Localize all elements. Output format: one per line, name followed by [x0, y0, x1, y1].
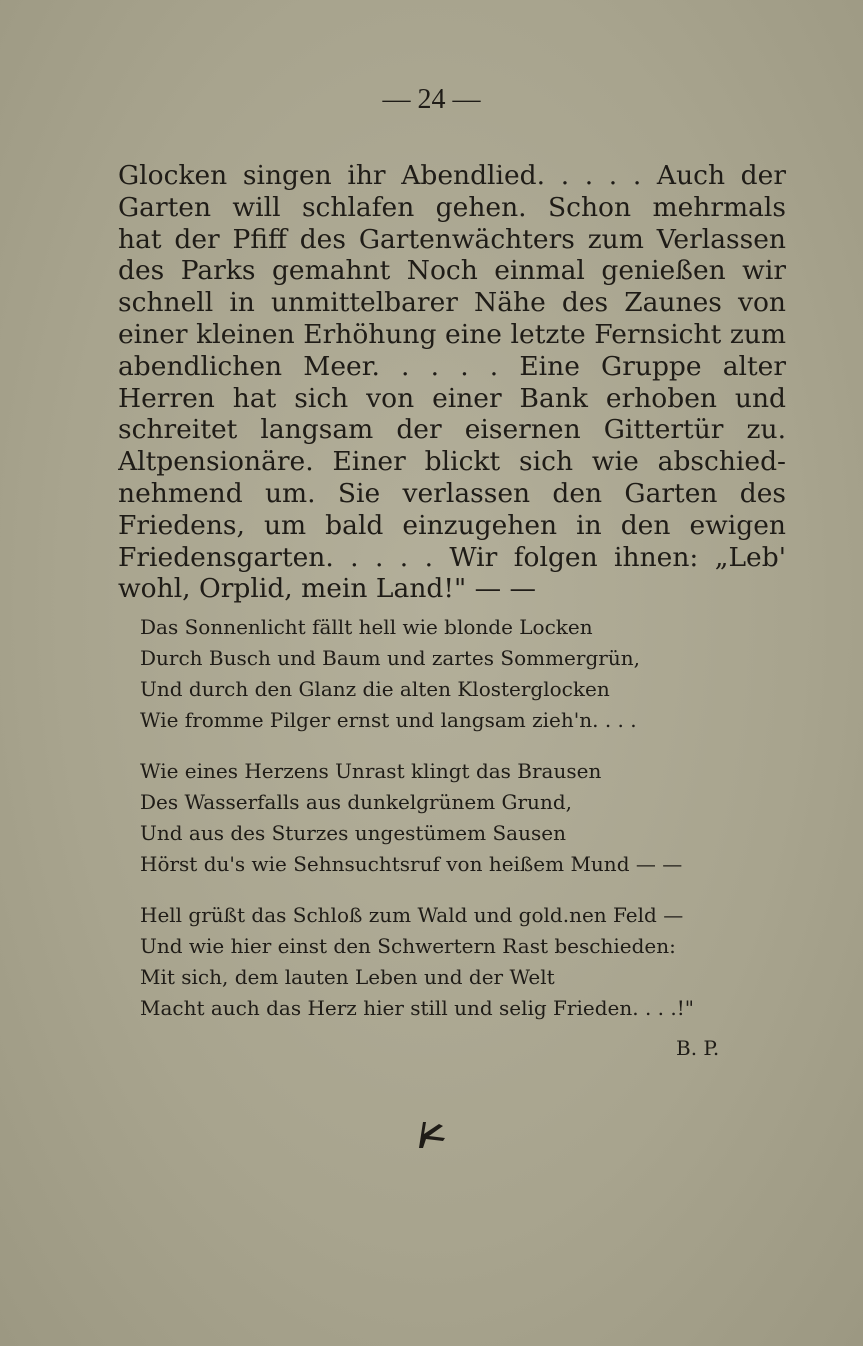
poem-line: Und aus des Sturzes ungestümem Sausen: [140, 821, 566, 845]
poem-line: Des Wasserfalls aus dunkelgrünem Grund,: [140, 790, 572, 814]
prose-line: Herren hat sich von einer Bank erhoben und: [118, 382, 786, 414]
poem-line: Durch Busch und Baum und zartes Sommergrün,: [140, 646, 640, 670]
prose-line: abendlichen Meer. . . . . Eine Gruppe alter: [118, 350, 786, 382]
poem-stanza-3: [140, 900, 780, 1024]
poem-line: Und durch den Glanz die alten Klosterglocken: [140, 677, 610, 701]
prose-line: Friedensgarten. . . . . Wir folgen ihnen: „Leb': [118, 541, 786, 573]
poem-line: Wie eines Herzens Unrast klingt das Brausen: [140, 759, 602, 783]
poem-line: Macht auch das Herz hier still und selig Frieden. . . .!": [140, 996, 694, 1020]
poem-line: Das Sonnenlicht fällt hell wie blonde Locken: [140, 615, 593, 639]
prose-line: wohl, Orplid, mein Land!" — —: [118, 573, 537, 605]
prose-line: einer kleinen Erhöhung eine letzte Fernsicht zum: [118, 318, 786, 350]
prose-line: nehmend um. Sie verlassen den Garten des: [118, 477, 786, 509]
poem-line: Hell grüßt das Schloß zum Wald und gold.nen Feld —: [140, 903, 684, 927]
poem: [140, 0, 780, 1346]
poem-stanza-2: [140, 756, 780, 880]
prose-line: Friedens, um bald einzugehen in den ewigen: [118, 509, 786, 541]
poem-line: Hörst du's wie Sehnsuchtsruf von heißem Mund — —: [140, 852, 683, 876]
prose-line: Glocken singen ihr Abendlied. . . . . Auch der: [118, 160, 786, 191]
poem-signature: B. P.: [676, 1036, 720, 1060]
poem-stanza-1: [140, 612, 780, 736]
poem-line: Mit sich, dem lauten Leben und der Welt: [140, 965, 555, 989]
poem-line: Wie fromme Pilger ernst und langsam zieh'n. . . .: [140, 708, 637, 732]
fleuron-icon: [413, 1118, 453, 1152]
poem-line: Und wie hier einst den Schwertern Rast beschieden:: [140, 934, 676, 958]
prose-line: Altpensionäre. Einer blickt sich wie abschied-: [118, 446, 786, 478]
page-number: — 24 —: [382, 84, 481, 115]
prose-line: schnell in unmittelbarer Nähe des Zaunes von: [118, 287, 786, 319]
prose-line: hat der Pfiff des Gartenwächters zum Verlassen: [118, 223, 786, 255]
prose-line: schreitet langsam der eisernen Gittertür zu.: [118, 414, 786, 446]
prose-line: Garten will schlafen gehen. Schon mehrmals: [118, 191, 786, 223]
prose-line: des Parks gemahnt Noch einmal genießen wir: [118, 255, 786, 287]
